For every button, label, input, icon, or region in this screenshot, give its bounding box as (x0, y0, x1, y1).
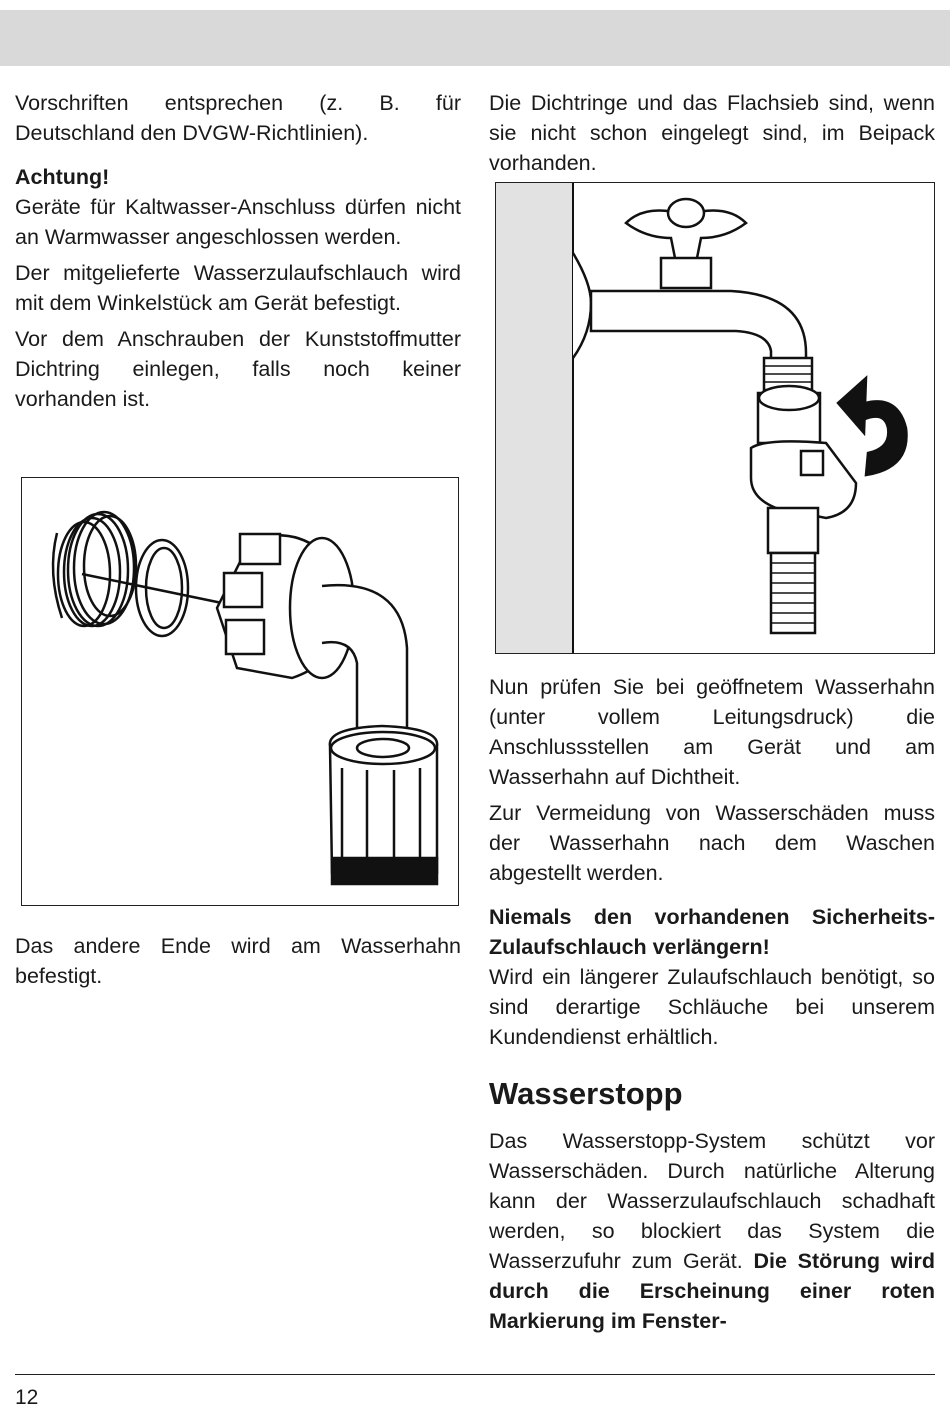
faucet-waterstop-illustration (495, 182, 935, 654)
wasserstopp-description: Das Wasserstopp-System schützt vor Wasserschäden. Durch natürliche Alterung kann der Wasserzulaufschlauch schadhaft werden, so blockiert das System die Wasserzufuhr zum Gerät. (489, 1129, 935, 1273)
left-paragraph-1: Vorschriften entsprechen (z. B. für Deutschland den DVGW-Richtlinien). (15, 91, 461, 145)
hose-warning: Niemals den vorhandenen Sicherheits-Zulaufschlauch verlängern! (489, 905, 935, 959)
faucet-waterstop-drawing (496, 183, 934, 653)
left-paragraph-3: Der mitgelieferte Wasserzulaufschlauch wird mit dem Winkelstück am Gerät befestigt. (15, 261, 461, 315)
footer-rule (15, 1374, 935, 1375)
right-paragraph-2: Nun prüfen Sie bei geöffnetem Wasserhahn (unter vollem Leitungsdruck) die Anschlussstellen am Gerät und am Wasserhahn auf Dichtheit. (489, 675, 935, 789)
warning-title: Achtung! (15, 165, 110, 189)
section-heading-wasserstopp: Wasserstopp (489, 1076, 683, 1111)
left-paragraph-2: Geräte für Kaltwasser-Anschluss dürfen nicht an Warmwasser angeschlossen werden. (15, 195, 461, 249)
left-paragraph-4: Vor dem Anschrauben der Kunststoffmutter Dichtring einlegen, falls noch keiner vorhanden ist. (15, 327, 461, 411)
wasserstopp-fault-note: Die Störung wird durch die Erscheinung einer roten Markierung im Fenster- (489, 1249, 935, 1333)
right-paragraph-1: Die Dichtringe und das Flachsieb sind, wenn sie nicht schon eingelegt sind, im Beipack vorhanden. (489, 91, 935, 175)
right-column-lower (489, 672, 935, 1336)
header-bar (0, 10, 950, 66)
left-column (15, 88, 461, 414)
right-paragraph-4: Wird ein längerer Zulaufschlauch benötigt, so sind derartige Schläuche bei unserem Kundendienst erhältlich. (489, 965, 935, 1049)
elbow-connector-illustration (21, 477, 459, 906)
left-paragraph-5: Das andere Ende wird am Wasserhahn befestigt. (15, 934, 461, 988)
right-paragraph-5 (489, 1126, 935, 1336)
elbow-connector-drawing (22, 478, 458, 905)
page-number: 12 (15, 1386, 39, 1409)
right-paragraph-3: Zur Vermeidung von Wasserschäden muss der Wasserhahn nach dem Waschen abgestellt werden. (489, 801, 935, 885)
